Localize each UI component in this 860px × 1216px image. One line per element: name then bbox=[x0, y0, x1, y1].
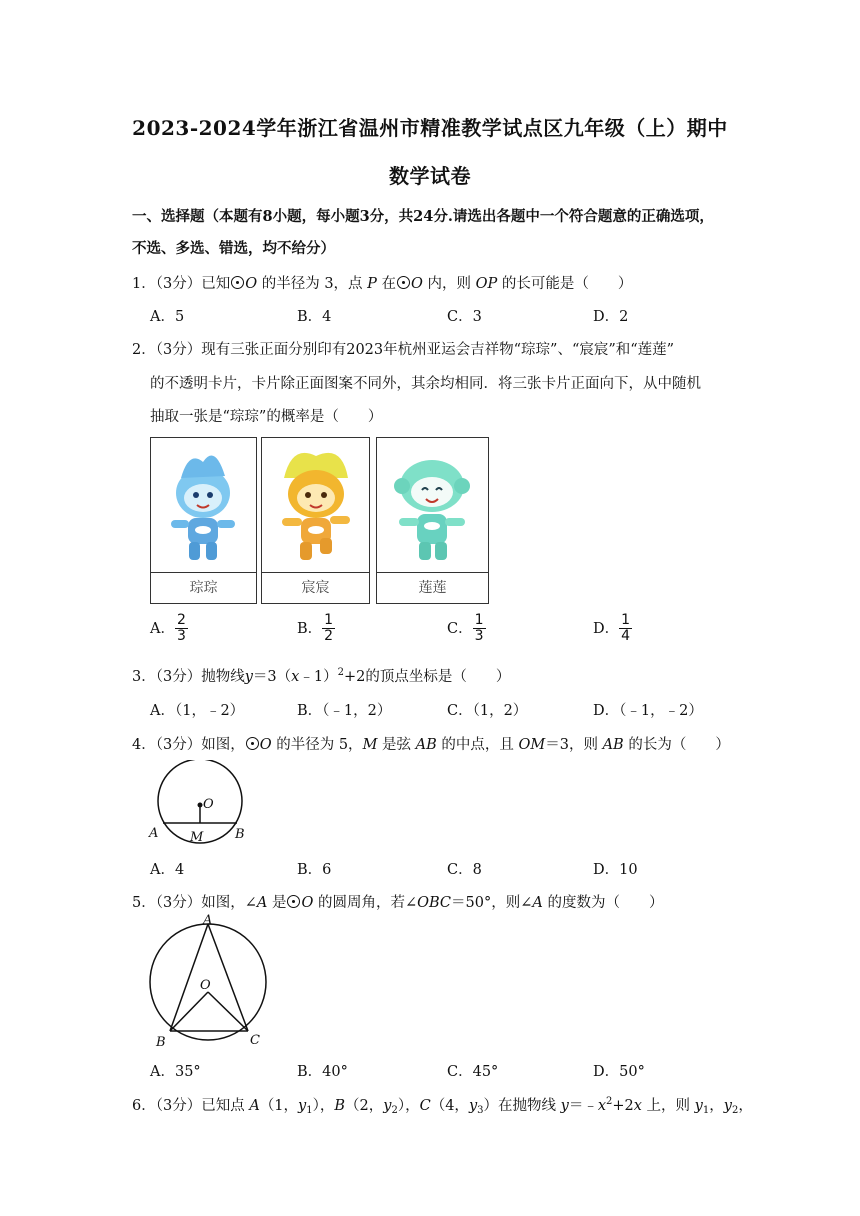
question-number: 5． bbox=[132, 895, 156, 911]
question-2-stem-line2: 的不透明卡片，卡片除正面图案不同外，其余均相同．将三张卡片正面向下，从中随机 bbox=[150, 376, 701, 392]
question-score: （3分） bbox=[155, 1098, 202, 1114]
question-number: 2． bbox=[132, 342, 156, 358]
point-m-label: M bbox=[190, 830, 204, 845]
question-score: （3分） bbox=[155, 895, 202, 911]
section-heading-line1: 一、选择题（本题有8小题，每小题3分，共24分.请选出各题中一个符合题意的正确选项， bbox=[132, 208, 714, 225]
point-b-label: B bbox=[235, 827, 245, 842]
card-divider bbox=[377, 572, 488, 573]
question-4-option-a[interactable]: A．4 bbox=[150, 862, 185, 878]
exam-title-line2: 数学试卷 bbox=[389, 164, 471, 188]
question-score: （3分） bbox=[155, 737, 202, 753]
point-a-label: A bbox=[203, 913, 213, 928]
question-6-stem: 6．（3分）已知点 A（1，$y_1$），B（2，$y_2$），C（4，$y_3$）在抛物线 $y=﹣x^2+2x$ 上，则 $y_1$，$y_2$， bbox=[132, 1096, 753, 1116]
question-1-option-b[interactable]: B．4 bbox=[297, 309, 332, 325]
question-2-stem-line3: 抽取一张是“琮琮”的概率是（ ） bbox=[150, 409, 383, 425]
question-number: 4． bbox=[132, 737, 156, 753]
card-divider bbox=[151, 572, 256, 573]
circle-symbol-icon bbox=[231, 276, 244, 289]
mascot-congcong-image bbox=[151, 438, 256, 573]
point-o-label: O bbox=[200, 978, 211, 993]
question-1-option-a[interactable]: A．5 bbox=[150, 309, 185, 325]
question-1-stem: 1．（3分）已知 O 的半径为 3，点 P 在 O 内，则 OP 的长可能是（ ） bbox=[132, 276, 633, 292]
question-5-stem: 5．（3分）如图，∠A 是 O 的圆周角，若∠OBC＝50°，则∠A 的度数为（ ） bbox=[132, 895, 664, 911]
circle-symbol-icon bbox=[397, 276, 410, 289]
point-o-label: O bbox=[203, 797, 214, 812]
mascot-card-label: 宸宸 bbox=[301, 580, 330, 596]
circle-symbol-icon bbox=[246, 737, 259, 750]
question-3-option-c[interactable]: C．（1，2） bbox=[447, 703, 528, 719]
exam-title-line1: 2023-2024学年浙江省温州市精准教学试点区九年级（上）期中 bbox=[132, 116, 728, 140]
point-c-label: C bbox=[250, 1033, 260, 1048]
question-4-option-b[interactable]: B．6 bbox=[297, 862, 332, 878]
question-4-figure bbox=[145, 760, 255, 845]
card-divider bbox=[262, 572, 369, 573]
question-1-option-d[interactable]: D．2 bbox=[593, 309, 629, 325]
question-2-option-b[interactable]: B． $\frac{1}{2}$ bbox=[297, 612, 334, 645]
question-3-option-a[interactable]: A．（1，﹣2） bbox=[150, 703, 245, 719]
circle-symbol-icon bbox=[287, 895, 300, 908]
question-5-figure bbox=[140, 912, 275, 1050]
question-4-stem: 4．（3分）如图， O 的半径为 5，M 是弦 AB 的中点，且 OM＝3，则 AB 的长为（ ） bbox=[132, 737, 730, 753]
question-5-option-d[interactable]: D．50° bbox=[593, 1064, 645, 1080]
question-5-option-a[interactable]: A．35° bbox=[150, 1064, 201, 1080]
question-5-option-b[interactable]: B．40° bbox=[297, 1064, 348, 1080]
question-number: 6． bbox=[132, 1098, 156, 1114]
question-3-option-d[interactable]: D．（﹣1，﹣2） bbox=[593, 703, 703, 719]
question-score: （3分） bbox=[155, 342, 202, 358]
mascot-card-chenchen bbox=[261, 437, 370, 604]
question-3-stem: 3．（3分）抛物线y＝3（x﹣1）$^2$+2的顶点坐标是（ ） bbox=[132, 667, 511, 685]
question-3-option-b[interactable]: B．（﹣1，2） bbox=[297, 703, 392, 719]
question-2-text-line1: 现有三张正面分别印有2023年杭州亚运会吉祥物“琮琮”、“宸宸”和“莲莲” bbox=[201, 342, 675, 358]
mascot-card-lianlian bbox=[376, 437, 489, 604]
question-2-option-c[interactable]: C． $\frac{1}{3}$ bbox=[447, 612, 484, 645]
question-2-option-a[interactable]: A． $\frac{2}{3}$ bbox=[150, 612, 186, 645]
question-number: 3． bbox=[132, 669, 156, 685]
section-heading-line2: 不选、多选、错选，均不给分） bbox=[132, 240, 335, 257]
question-5-option-c[interactable]: C．45° bbox=[447, 1064, 499, 1080]
mascot-card-label: 琮琮 bbox=[189, 580, 218, 596]
question-4-option-d[interactable]: D．10 bbox=[593, 862, 638, 878]
question-2-option-d[interactable]: D． $\frac{1}{4}$ bbox=[593, 612, 631, 645]
question-1-option-c[interactable]: C．3 bbox=[447, 309, 482, 325]
point-a-label: A bbox=[149, 826, 159, 841]
question-number: 1． bbox=[132, 276, 156, 292]
question-2-stem-line1 bbox=[132, 338, 674, 359]
question-score: （3分） bbox=[155, 276, 202, 292]
mascot-lianlian-image bbox=[377, 438, 488, 573]
question-4-option-c[interactable]: C．8 bbox=[447, 862, 482, 878]
mascot-card-label: 莲莲 bbox=[418, 580, 447, 596]
mascot-card-congcong bbox=[150, 437, 257, 604]
mascot-chenchen-image bbox=[262, 438, 369, 573]
question-score: （3分） bbox=[155, 669, 202, 685]
point-b-label: B bbox=[156, 1035, 166, 1050]
